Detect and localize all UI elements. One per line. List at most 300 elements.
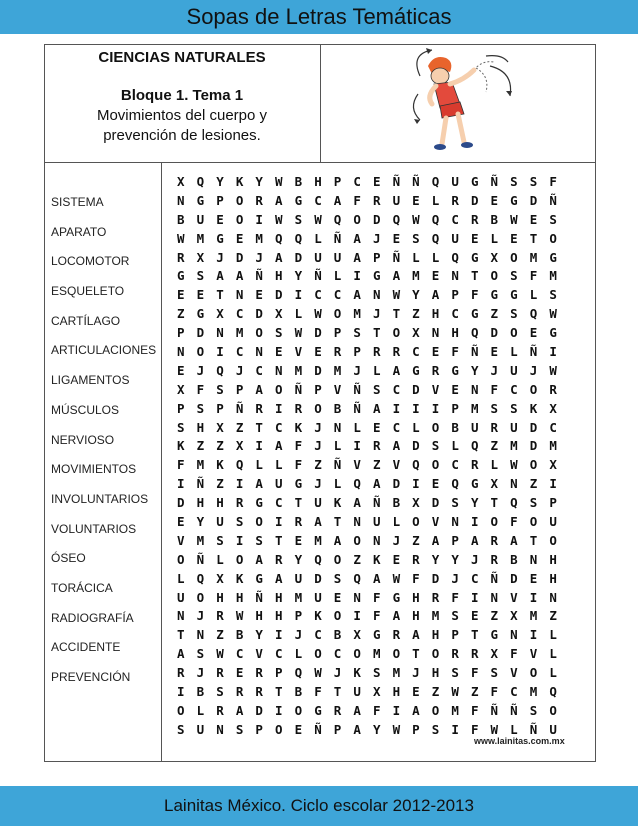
grid-letter[interactable]: A bbox=[353, 287, 361, 303]
grid-letter[interactable]: R bbox=[372, 438, 381, 454]
grid-letter[interactable]: W bbox=[451, 684, 459, 700]
grid-letter[interactable]: Q bbox=[353, 570, 361, 586]
grid-letter[interactable]: Y bbox=[255, 627, 263, 643]
grid-letter[interactable]: Y bbox=[470, 495, 479, 511]
grid-letter[interactable]: O bbox=[177, 702, 185, 718]
grid-letter[interactable]: L bbox=[333, 438, 342, 454]
grid-letter[interactable]: D bbox=[196, 325, 205, 341]
grid-letter[interactable]: O bbox=[392, 325, 401, 341]
grid-letter[interactable]: H bbox=[412, 589, 420, 605]
grid-letter[interactable]: N bbox=[216, 721, 224, 737]
grid-letter[interactable]: I bbox=[255, 438, 263, 454]
grid-letter[interactable]: Ñ bbox=[490, 570, 499, 586]
grid-letter[interactable]: H bbox=[235, 589, 244, 605]
grid-letter[interactable]: B bbox=[510, 551, 518, 567]
grid-letter[interactable]: E bbox=[216, 211, 224, 227]
grid-letter[interactable]: O bbox=[353, 211, 361, 227]
grid-letter[interactable]: S bbox=[510, 268, 518, 284]
grid-letter[interactable]: A bbox=[353, 702, 361, 718]
grid-letter[interactable]: K bbox=[314, 608, 322, 624]
grid-letter[interactable]: N bbox=[451, 514, 459, 530]
grid-letter[interactable]: P bbox=[294, 608, 303, 624]
grid-letter[interactable]: A bbox=[235, 702, 244, 718]
grid-letter[interactable]: A bbox=[255, 381, 263, 397]
grid-letter[interactable]: A bbox=[431, 532, 440, 548]
grid-letter[interactable]: Ñ bbox=[294, 381, 303, 397]
grid-letter[interactable]: L bbox=[490, 457, 499, 473]
grid-letter[interactable]: E bbox=[451, 381, 459, 397]
grid-letter[interactable]: G bbox=[196, 306, 205, 322]
grid-letter[interactable]: N bbox=[549, 589, 557, 605]
grid-letter[interactable]: P bbox=[177, 400, 185, 416]
grid-letter[interactable]: V bbox=[333, 381, 342, 397]
grid-letter[interactable]: I bbox=[275, 702, 283, 718]
grid-letter[interactable]: S bbox=[196, 646, 205, 662]
grid-letter[interactable]: B bbox=[294, 174, 303, 189]
grid-letter[interactable]: T bbox=[372, 325, 381, 341]
grid-letter[interactable]: L bbox=[549, 646, 557, 662]
grid-letter[interactable]: E bbox=[412, 684, 420, 700]
grid-letter[interactable]: M bbox=[549, 268, 557, 284]
grid-letter[interactable]: H bbox=[431, 306, 440, 322]
grid-letter[interactable]: Z bbox=[177, 306, 185, 322]
grid-letter[interactable]: V bbox=[177, 532, 185, 548]
grid-letter[interactable]: Q bbox=[451, 249, 459, 265]
grid-letter[interactable]: S bbox=[431, 721, 440, 737]
grid-letter[interactable]: O bbox=[510, 325, 518, 341]
grid-letter[interactable]: A bbox=[470, 532, 479, 548]
grid-letter[interactable]: L bbox=[510, 344, 518, 360]
grid-letter[interactable]: P bbox=[314, 381, 322, 397]
grid-letter[interactable]: F bbox=[510, 514, 518, 530]
grid-letter[interactable]: M bbox=[196, 457, 205, 473]
grid-letter[interactable]: X bbox=[216, 419, 224, 435]
grid-letter[interactable]: W bbox=[275, 211, 283, 227]
grid-letter[interactable]: H bbox=[412, 608, 420, 624]
grid-letter[interactable]: Z bbox=[470, 684, 479, 700]
grid-letter[interactable]: R bbox=[255, 665, 263, 681]
grid-letter[interactable]: R bbox=[372, 192, 381, 208]
grid-letter[interactable]: N bbox=[353, 514, 361, 530]
grid-letter[interactable]: G bbox=[294, 192, 303, 208]
grid-letter[interactable]: Z bbox=[431, 684, 440, 700]
grid-letter[interactable]: C bbox=[333, 287, 342, 303]
grid-letter[interactable]: Q bbox=[275, 230, 283, 246]
grid-letter[interactable]: R bbox=[392, 627, 401, 643]
grid-letter[interactable]: Ñ bbox=[353, 400, 361, 416]
grid-letter[interactable]: X bbox=[275, 306, 283, 322]
grid-letter[interactable]: J bbox=[196, 608, 205, 624]
grid-letter[interactable]: G bbox=[451, 362, 459, 378]
grid-letter[interactable]: N bbox=[177, 192, 185, 208]
grid-letter[interactable]: M bbox=[510, 438, 518, 454]
grid-letter[interactable]: G bbox=[412, 362, 420, 378]
grid-letter[interactable]: V bbox=[392, 457, 401, 473]
grid-letter[interactable]: P bbox=[275, 665, 283, 681]
grid-letter[interactable]: D bbox=[235, 249, 244, 265]
grid-letter[interactable]: U bbox=[372, 514, 381, 530]
grid-letter[interactable]: R bbox=[392, 344, 401, 360]
grid-letter[interactable]: S bbox=[196, 268, 205, 284]
grid-letter[interactable]: M bbox=[451, 702, 459, 718]
grid-letter[interactable]: E bbox=[431, 476, 440, 492]
grid-letter[interactable]: X bbox=[196, 249, 205, 265]
grid-letter[interactable]: Ñ bbox=[529, 344, 538, 360]
grid-letter[interactable]: A bbox=[372, 570, 381, 586]
grid-letter[interactable]: O bbox=[353, 646, 361, 662]
grid-letter[interactable]: Ñ bbox=[255, 268, 263, 284]
grid-letter[interactable]: S bbox=[549, 211, 557, 227]
grid-letter[interactable]: D bbox=[412, 381, 420, 397]
grid-letter[interactable]: X bbox=[412, 325, 420, 341]
grid-letter[interactable]: G bbox=[255, 495, 263, 511]
grid-letter[interactable]: M bbox=[372, 646, 381, 662]
grid-letter[interactable]: C bbox=[235, 306, 244, 322]
grid-letter[interactable]: C bbox=[451, 211, 459, 227]
grid-letter[interactable]: O bbox=[314, 400, 322, 416]
grid-letter[interactable]: Q bbox=[431, 211, 440, 227]
grid-letter[interactable]: W bbox=[510, 457, 518, 473]
grid-letter[interactable]: G bbox=[372, 268, 381, 284]
grid-letter[interactable]: L bbox=[431, 249, 440, 265]
grid-letter[interactable]: P bbox=[333, 721, 342, 737]
grid-letter[interactable]: L bbox=[490, 230, 499, 246]
grid-letter[interactable]: S bbox=[255, 532, 263, 548]
grid-letter[interactable]: U bbox=[196, 211, 205, 227]
grid-letter[interactable]: E bbox=[177, 362, 185, 378]
grid-letter[interactable]: Z bbox=[490, 438, 499, 454]
grid-letter[interactable]: T bbox=[333, 684, 342, 700]
grid-letter[interactable]: M bbox=[529, 684, 538, 700]
grid-letter[interactable]: I bbox=[529, 589, 538, 605]
grid-letter[interactable]: D bbox=[529, 438, 538, 454]
grid-letter[interactable]: N bbox=[372, 532, 381, 548]
grid-letter[interactable]: D bbox=[314, 362, 322, 378]
grid-letter[interactable]: G bbox=[470, 306, 479, 322]
grid-letter[interactable]: O bbox=[333, 551, 342, 567]
grid-letter[interactable]: E bbox=[333, 589, 342, 605]
grid-letter[interactable]: S bbox=[372, 381, 381, 397]
grid-letter[interactable]: R bbox=[177, 249, 185, 265]
grid-letter[interactable]: H bbox=[549, 551, 557, 567]
grid-letter[interactable]: C bbox=[392, 381, 401, 397]
grid-letter[interactable]: R bbox=[216, 665, 224, 681]
grid-letter[interactable]: Y bbox=[431, 551, 440, 567]
grid-letter[interactable]: A bbox=[255, 551, 263, 567]
grid-letter[interactable]: N bbox=[333, 419, 342, 435]
grid-letter[interactable]: F bbox=[470, 665, 479, 681]
grid-letter[interactable]: E bbox=[294, 532, 303, 548]
grid-letter[interactable]: S bbox=[196, 400, 205, 416]
grid-letter[interactable]: E bbox=[529, 211, 538, 227]
grid-letter[interactable]: F bbox=[470, 287, 479, 303]
grid-letter[interactable]: F bbox=[490, 381, 499, 397]
grid-letter[interactable]: J bbox=[333, 665, 342, 681]
grid-letter[interactable]: C bbox=[255, 362, 263, 378]
grid-letter[interactable]: G bbox=[196, 192, 205, 208]
grid-letter[interactable]: R bbox=[490, 419, 499, 435]
grid-letter[interactable]: I bbox=[353, 268, 361, 284]
grid-letter[interactable]: E bbox=[372, 174, 381, 189]
grid-letter[interactable]: M bbox=[196, 532, 205, 548]
grid-letter[interactable]: W bbox=[314, 306, 322, 322]
grid-letter[interactable]: Q bbox=[294, 665, 303, 681]
grid-letter[interactable]: O bbox=[333, 608, 342, 624]
grid-letter[interactable]: M bbox=[529, 249, 538, 265]
grid-letter[interactable]: D bbox=[314, 570, 322, 586]
grid-letter[interactable]: C bbox=[451, 457, 459, 473]
grid-letter[interactable]: Y bbox=[412, 287, 420, 303]
grid-letter[interactable]: Y bbox=[196, 514, 205, 530]
grid-letter[interactable]: F bbox=[451, 344, 459, 360]
grid-letter[interactable]: L bbox=[333, 268, 342, 284]
grid-letter[interactable]: K bbox=[372, 551, 381, 567]
grid-letter[interactable]: Ñ bbox=[372, 495, 381, 511]
grid-letter[interactable]: O bbox=[431, 646, 440, 662]
grid-letter[interactable]: A bbox=[353, 230, 361, 246]
grid-letter[interactable]: L bbox=[216, 551, 224, 567]
grid-letter[interactable]: P bbox=[235, 381, 244, 397]
grid-letter[interactable]: E bbox=[392, 230, 401, 246]
grid-letter[interactable]: J bbox=[490, 362, 499, 378]
grid-letter[interactable]: Ñ bbox=[412, 174, 420, 189]
grid-letter[interactable]: N bbox=[255, 344, 263, 360]
grid-letter[interactable]: X bbox=[549, 457, 557, 473]
grid-letter[interactable]: E bbox=[275, 344, 283, 360]
grid-letter[interactable]: W bbox=[392, 721, 401, 737]
grid-letter[interactable]: W bbox=[549, 362, 557, 378]
grid-letter[interactable]: U bbox=[314, 589, 322, 605]
grid-letter[interactable]: R bbox=[451, 192, 459, 208]
grid-letter[interactable]: D bbox=[470, 192, 479, 208]
grid-letter[interactable]: S bbox=[510, 174, 518, 189]
grid-letter[interactable]: Q bbox=[314, 551, 322, 567]
grid-letter[interactable]: S bbox=[177, 419, 185, 435]
grid-letter[interactable]: Q bbox=[470, 438, 479, 454]
grid-letter[interactable]: F bbox=[294, 438, 303, 454]
grid-letter[interactable]: Z bbox=[196, 438, 205, 454]
grid-letter[interactable]: D bbox=[510, 570, 518, 586]
grid-letter[interactable]: E bbox=[177, 514, 185, 530]
grid-letter[interactable]: Q bbox=[510, 495, 518, 511]
grid-letter[interactable]: A bbox=[255, 476, 263, 492]
grid-letter[interactable]: R bbox=[451, 646, 459, 662]
grid-letter[interactable]: H bbox=[275, 268, 283, 284]
grid-letter[interactable]: O bbox=[177, 551, 185, 567]
grid-letter[interactable]: S bbox=[235, 721, 244, 737]
grid-letter[interactable]: J bbox=[196, 362, 205, 378]
grid-letter[interactable]: F bbox=[470, 702, 479, 718]
grid-letter[interactable]: I bbox=[549, 476, 557, 492]
grid-letter[interactable]: H bbox=[216, 495, 224, 511]
grid-letter[interactable]: F bbox=[294, 457, 303, 473]
grid-letter[interactable]: A bbox=[392, 438, 401, 454]
grid-letter[interactable]: C bbox=[275, 646, 283, 662]
grid-letter[interactable]: S bbox=[177, 721, 185, 737]
grid-letter[interactable]: V bbox=[431, 514, 440, 530]
grid-letter[interactable]: L bbox=[529, 287, 538, 303]
grid-letter[interactable]: Ñ bbox=[196, 476, 205, 492]
grid-letter[interactable]: X bbox=[235, 438, 244, 454]
grid-letter[interactable]: Q bbox=[470, 325, 479, 341]
grid-letter[interactable]: O bbox=[392, 646, 401, 662]
grid-letter[interactable]: G bbox=[255, 570, 263, 586]
grid-letter[interactable]: Q bbox=[196, 174, 205, 189]
grid-letter[interactable]: C bbox=[235, 646, 244, 662]
grid-letter[interactable]: S bbox=[216, 684, 224, 700]
grid-letter[interactable]: S bbox=[451, 495, 459, 511]
grid-letter[interactable]: E bbox=[529, 325, 538, 341]
grid-letter[interactable]: L bbox=[549, 665, 557, 681]
grid-letter[interactable]: W bbox=[490, 721, 499, 737]
grid-letter[interactable]: Ñ bbox=[470, 344, 479, 360]
grid-letter[interactable]: D bbox=[490, 325, 499, 341]
grid-letter[interactable]: G bbox=[392, 589, 401, 605]
grid-letter[interactable]: U bbox=[353, 684, 361, 700]
grid-letter[interactable]: H bbox=[431, 627, 440, 643]
grid-letter[interactable]: K bbox=[216, 457, 224, 473]
grid-letter[interactable]: U bbox=[275, 476, 283, 492]
grid-letter[interactable]: T bbox=[275, 532, 283, 548]
grid-letter[interactable]: U bbox=[196, 721, 205, 737]
grid-letter[interactable]: B bbox=[294, 684, 303, 700]
grid-letter[interactable]: H bbox=[549, 570, 557, 586]
grid-letter[interactable]: L bbox=[255, 457, 263, 473]
grid-letter[interactable]: U bbox=[314, 249, 322, 265]
grid-letter[interactable]: E bbox=[470, 608, 479, 624]
grid-letter[interactable]: O bbox=[235, 551, 244, 567]
grid-letter[interactable]: Z bbox=[216, 476, 224, 492]
grid-letter[interactable]: X bbox=[510, 608, 518, 624]
grid-letter[interactable]: Ñ bbox=[333, 457, 342, 473]
grid-letter[interactable]: E bbox=[235, 665, 244, 681]
grid-letter[interactable]: O bbox=[196, 589, 205, 605]
grid-letter[interactable]: L bbox=[353, 419, 361, 435]
grid-letter[interactable]: C bbox=[314, 192, 322, 208]
grid-letter[interactable]: U bbox=[216, 514, 224, 530]
grid-letter[interactable]: I bbox=[353, 438, 361, 454]
grid-letter[interactable]: S bbox=[431, 438, 440, 454]
grid-letter[interactable]: D bbox=[372, 211, 381, 227]
grid-letter[interactable]: J bbox=[392, 532, 401, 548]
grid-letter[interactable]: S bbox=[529, 495, 538, 511]
grid-letter[interactable]: I bbox=[177, 476, 185, 492]
grid-letter[interactable]: E bbox=[196, 287, 205, 303]
grid-letter[interactable]: J bbox=[451, 570, 459, 586]
grid-letter[interactable]: Ñ bbox=[510, 702, 518, 718]
grid-letter[interactable]: F bbox=[510, 646, 518, 662]
grid-letter[interactable]: E bbox=[294, 721, 303, 737]
grid-letter[interactable]: O bbox=[431, 457, 440, 473]
grid-letter[interactable]: C bbox=[510, 684, 518, 700]
grid-letter[interactable]: K bbox=[177, 438, 185, 454]
grid-letter[interactable]: P bbox=[451, 532, 459, 548]
grid-letter[interactable]: S bbox=[451, 665, 459, 681]
grid-letter[interactable]: W bbox=[177, 230, 185, 246]
grid-letter[interactable]: D bbox=[392, 476, 401, 492]
grid-letter[interactable]: G bbox=[470, 174, 479, 189]
grid-letter[interactable]: Z bbox=[412, 306, 420, 322]
grid-letter[interactable]: Q bbox=[529, 306, 538, 322]
grid-letter[interactable]: A bbox=[431, 287, 440, 303]
grid-letter[interactable]: D bbox=[314, 325, 322, 341]
grid-letter[interactable]: H bbox=[255, 608, 263, 624]
grid-letter[interactable]: Y bbox=[294, 551, 303, 567]
grid-letter[interactable]: C bbox=[333, 646, 342, 662]
grid-letter[interactable]: Q bbox=[196, 570, 205, 586]
grid-letter[interactable]: U bbox=[549, 721, 557, 737]
grid-letter[interactable]: Z bbox=[490, 306, 499, 322]
grid-letter[interactable]: M bbox=[314, 532, 322, 548]
grid-letter[interactable]: F bbox=[470, 721, 479, 737]
grid-letter[interactable]: O bbox=[275, 721, 283, 737]
grid-letter[interactable]: V bbox=[353, 457, 361, 473]
grid-letter[interactable]: J bbox=[529, 362, 538, 378]
grid-letter[interactable]: R bbox=[333, 344, 342, 360]
grid-letter[interactable]: J bbox=[412, 665, 420, 681]
grid-letter[interactable]: Z bbox=[372, 457, 381, 473]
grid-letter[interactable]: A bbox=[412, 702, 420, 718]
grid-letter[interactable]: A bbox=[510, 532, 518, 548]
grid-letter[interactable]: S bbox=[451, 608, 459, 624]
grid-letter[interactable]: O bbox=[314, 646, 322, 662]
grid-letter[interactable]: O bbox=[490, 514, 499, 530]
grid-letter[interactable]: X bbox=[490, 646, 499, 662]
grid-letter[interactable]: I bbox=[412, 400, 420, 416]
grid-letter[interactable]: I bbox=[235, 532, 244, 548]
grid-letter[interactable]: A bbox=[412, 627, 420, 643]
grid-letter[interactable]: X bbox=[412, 495, 420, 511]
grid-letter[interactable]: U bbox=[333, 249, 342, 265]
grid-letter[interactable]: O bbox=[294, 702, 303, 718]
grid-letter[interactable]: E bbox=[510, 230, 518, 246]
grid-letter[interactable]: Z bbox=[353, 551, 361, 567]
grid-letter[interactable]: U bbox=[392, 192, 401, 208]
grid-letter[interactable]: H bbox=[431, 665, 440, 681]
grid-letter[interactable]: I bbox=[549, 344, 557, 360]
grid-letter[interactable]: Ñ bbox=[529, 721, 538, 737]
grid-letter[interactable]: C bbox=[235, 344, 244, 360]
grid-letter[interactable]: C bbox=[451, 306, 459, 322]
grid-letter[interactable]: U bbox=[510, 362, 518, 378]
grid-letter[interactable]: K bbox=[529, 400, 538, 416]
grid-letter[interactable]: I bbox=[470, 514, 479, 530]
grid-letter[interactable]: W bbox=[275, 174, 283, 189]
grid-letter[interactable]: N bbox=[510, 627, 518, 643]
grid-letter[interactable]: B bbox=[235, 627, 244, 643]
grid-letter[interactable]: G bbox=[294, 476, 303, 492]
grid-letter[interactable]: U bbox=[451, 174, 459, 189]
grid-letter[interactable]: W bbox=[314, 665, 322, 681]
grid-letter[interactable]: S bbox=[529, 702, 538, 718]
grid-letter[interactable]: S bbox=[529, 174, 538, 189]
grid-letter[interactable]: N bbox=[470, 381, 479, 397]
grid-letter[interactable]: D bbox=[431, 495, 440, 511]
grid-letter[interactable]: R bbox=[235, 495, 244, 511]
grid-letter[interactable]: V bbox=[255, 646, 263, 662]
grid-letter[interactable]: A bbox=[353, 495, 361, 511]
grid-letter[interactable]: H bbox=[216, 589, 224, 605]
grid-letter[interactable]: G bbox=[177, 268, 185, 284]
grid-letter[interactable]: S bbox=[510, 400, 518, 416]
grid-letter[interactable]: D bbox=[177, 495, 185, 511]
grid-letter[interactable]: R bbox=[294, 514, 303, 530]
grid-letter[interactable]: O bbox=[549, 532, 557, 548]
grid-letter[interactable]: Q bbox=[431, 174, 440, 189]
grid-letter[interactable]: I bbox=[392, 702, 401, 718]
grid-letter[interactable]: E bbox=[177, 287, 185, 303]
grid-letter[interactable]: Z bbox=[216, 438, 224, 454]
